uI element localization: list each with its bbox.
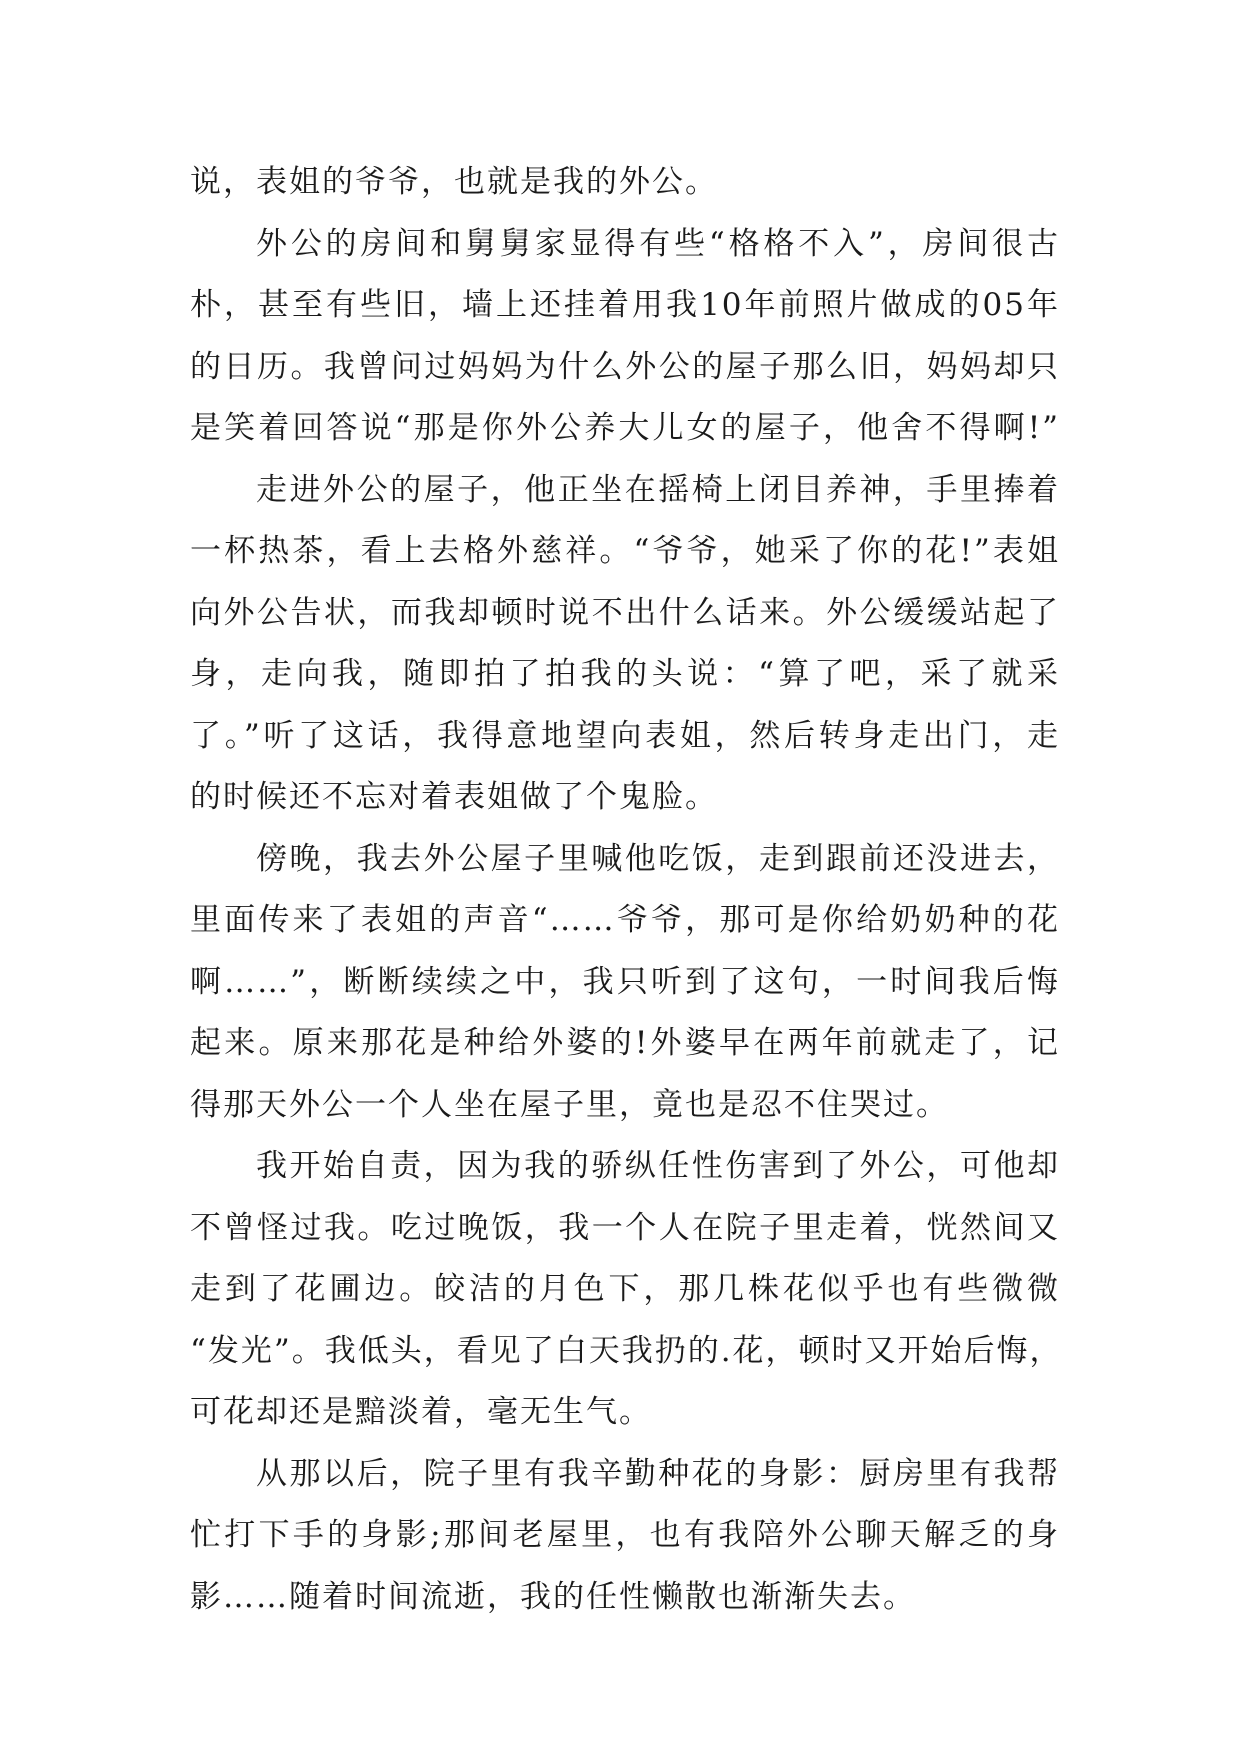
text-line: “发光”。我低头，看见了白天我扔的.花，顿时又开始后悔，: [190, 1332, 1063, 1369]
text-line: 向外公告状，而我却顿时说不出什么话来。外公缓缓站起了: [190, 594, 1060, 631]
text-line: 可花却还是黯淡着，毫无生气。: [190, 1394, 652, 1430]
text-line: 走到了花圃边。皎洁的月色下，那几株花似乎也有些微微: [190, 1271, 1060, 1307]
text-line: 是笑着回答说“那是你外公养大儿女的屋子，他舍不得啊!”: [190, 410, 1060, 446]
paragraph-first-line: 走进外公的屋子，他正坐在摇椅上闭目养神，手里捧着: [256, 471, 1060, 508]
text-line: 身，走向我，随即拍了拍我的头说：“算了吧，采了就采: [190, 656, 1060, 692]
body-text: [190, 152, 1063, 1628]
text-line: 起来。原来那花是种给外婆的!外婆早在两年前就走了，记: [190, 1025, 1060, 1061]
text-line: 朴，甚至有些旧，墙上还挂着用我10年前照片做成的05年: [190, 287, 1060, 323]
paragraph-first-line: 从那以后，院子里有我辛勤种花的身影：厨房里有我帮: [256, 1455, 1060, 1492]
text-line: 的时候还不忘对着表姐做了个鬼脸。: [190, 779, 718, 815]
paragraph-first-line: 傍晚，我去外公屋子里喊他吃饭，走到跟前还没进去，: [256, 840, 1060, 877]
text-line: 的日历。我曾问过妈妈为什么外公的屋子那么旧，妈妈却只: [190, 348, 1060, 385]
text-line: 了。”听了这话，我得意地望向表姐，然后转身走出门，走: [190, 717, 1060, 754]
text-line: 里面传来了表姐的声音“……爷爷，那可是你给奶奶种的花: [190, 902, 1060, 938]
paragraph-first-line: 我开始自责，因为我的骄纵任性伤害到了外公，可他却: [256, 1148, 1060, 1184]
paragraph-first-line: 外公的房间和舅舅家显得有些“格格不入”，房间很古: [256, 225, 1060, 262]
text-line: 一杯热茶，看上去格外慈祥。“爷爷，她采了你的花!”表姐: [190, 533, 1060, 569]
text-line: 啊……”，断断续续之中，我只听到了这句，一时间我后悔: [190, 963, 1060, 1000]
text-line: 说，表姐的爷爷，也就是我的外公。: [190, 164, 718, 200]
text-line: 影……随着时间流逝，我的任性懒散也渐渐失去。: [190, 1578, 916, 1615]
text-line: 不曾怪过我。吃过晚饭，我一个人在院子里走着，恍然间又: [190, 1209, 1060, 1246]
text-line: 忙打下手的身影;那间老屋里，也有我陪外公聊天解乏的身: [190, 1517, 1060, 1553]
text-line: 得那天外公一个人坐在屋子里，竟也是忍不住哭过。: [190, 1086, 949, 1123]
